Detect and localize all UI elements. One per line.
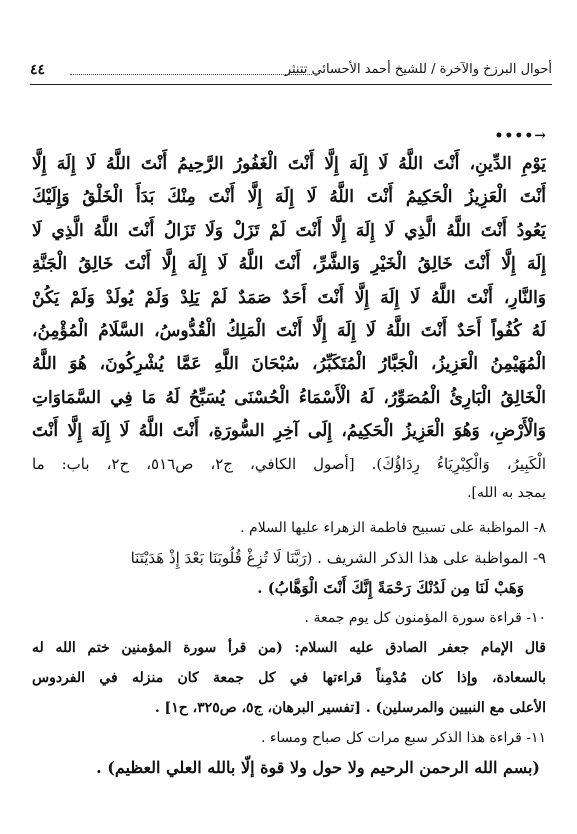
source-citation-line: الْكَبِيرُ، وَالْكِبْرِيَاءُ رِدَاؤُكَ). [أصول الكافي، ج٢، ص٥١٦، ح٢، باب: ما bbox=[32, 454, 546, 473]
header-title: أحوال البرزخ والآخرة / للشيخ أحمد الأحسائي تتنثر bbox=[284, 62, 552, 77]
list-item-8: ٨- المواظبة على تسبيح فاطمة الزهراء عليها السلام . bbox=[240, 519, 546, 536]
header-dotted-rule bbox=[70, 74, 312, 75]
verse-line: الْمُهَيْمِنُ الْعَزِيزُ، الْجَبَّارُ الْمُتَكَبِّرُ، سُبْحَانَ اللَّهِ عَمَّا يُشْرِكُونَ، هُوَ اللَّهُ bbox=[32, 354, 546, 375]
verse-line: يَعُودُ أَنْتَ اللَّهُ الَّذِي لَا إِلَهَ إِلَّا أَنْتَ لَمْ تَزَلْ وَلَا تَزَالُ أَنْتَ اللَّهُ الَّذِي لَا bbox=[32, 220, 546, 241]
hadith-quote-line: بالسعادة، وإذا كان مُدْمِناً قراءتها في كل جمعة كان منزله في الفردوس bbox=[32, 669, 546, 686]
list-item-9-continued: وَهَبْ لَنَا مِن لَدُنْكَ رَحْمَةً إِنَّكَ أَنْتَ الْوَهَّابُ) . bbox=[257, 578, 524, 597]
verse-line: وَالنَّارِ، أَنْتَ اللَّهُ لَا إِلَهَ إِلَّا أَنْتَ أَحَدٌ صَمَدٌ لَمْ يَلِدْ وَلَمْ يُولَدْ وَلَمْ يَكُنْ bbox=[32, 287, 546, 308]
running-header bbox=[30, 62, 552, 85]
page-number: ٤٤ bbox=[30, 62, 46, 78]
hadith-quote-line: الأعلى مع النبيين والمرسلين) . [تفسير البرهان، ج٥، ص٣٢٥، ح١] . bbox=[154, 699, 546, 716]
hadith-quote-line: قال الإمام جعفر الصادق عليه السلام: (من قرأ سورة المؤمنين ختم الله له bbox=[32, 639, 546, 656]
verse-line: وَالْأَرْضِ، وَهُوَ الْعَزِيزُ الْحَكِيمُ، إِلَى آخِرِ السُّورَةِ، أَنْتَ اللَّهُ لَا إِلَهَ إِلَّا أَنْتَ bbox=[32, 421, 546, 442]
continuation-mark: ••••→ bbox=[494, 128, 547, 144]
list-item-9: ٩- المواظبة على هذا الذكر الشريف . (رَبَّنَا لَا تُزِغْ قُلُوبَنَا بَعْدَ إِذْ هَدَيْتَنَا bbox=[130, 548, 546, 567]
verse-line: يَوْمِ الدِّينِ، أَنْتَ اللَّهُ لَا إِلَهَ إِلَّا أَنْتَ الْغَفُورُ الرَّحِيمُ أَنْتَ اللَّهُ لَا إِلَهَ إِلَّا bbox=[32, 154, 546, 174]
page-body bbox=[32, 148, 546, 783]
verse-line: أَنْتَ الْعَزِيزُ الْحَكِيمُ أَنْتَ اللَّهُ لَا إِلَهَ إِلَّا أَنْتَ مِنْكَ بَدَأَ الْخَلْقُ وَإِلَيْكَ bbox=[32, 187, 546, 208]
final-dhikr: (بسم الله الرحمن الرحيم ولا حول ولا قوة إلّا بالله العلي العظيم) . bbox=[96, 757, 540, 777]
verse-line: إِلَهَ إِلَّا أَنْتَ خَالِقُ الْخَيْرِ وَالشَّرِّ، أَنْتَ اللَّهُ لَا إِلَهَ إِلَّا أَنْتَ خَالِقُ الْجَنَّةِ bbox=[32, 254, 546, 275]
source-citation-tail: يمجد به الله]. bbox=[467, 484, 546, 501]
verse-line: لَهُ كُفُواً أَحَدٌ أَنْتَ اللَّهُ لَا إِلَهَ إِلَّا أَنْتَ الْمَلِكُ الْقُدُّوسُ، السَّلَامُ الْمُؤْمِنُ، bbox=[32, 320, 546, 341]
list-item-10: ١٠- قراءة سورة المؤمنون كل يوم جمعة . bbox=[304, 609, 546, 626]
verse-line: الْخَالِقُ الْبَارِئُ الْمُصَوِّرُ، لَهُ الْأَسْمَاءُ الْحُسْنَى يُسَبِّحُ لَهُ مَا فِي السَّمَاوَاتِ bbox=[32, 387, 546, 408]
list-item-11: ١١- قراءة هذا الذكر سبع مرات كل صباح ومساء . bbox=[261, 729, 546, 746]
